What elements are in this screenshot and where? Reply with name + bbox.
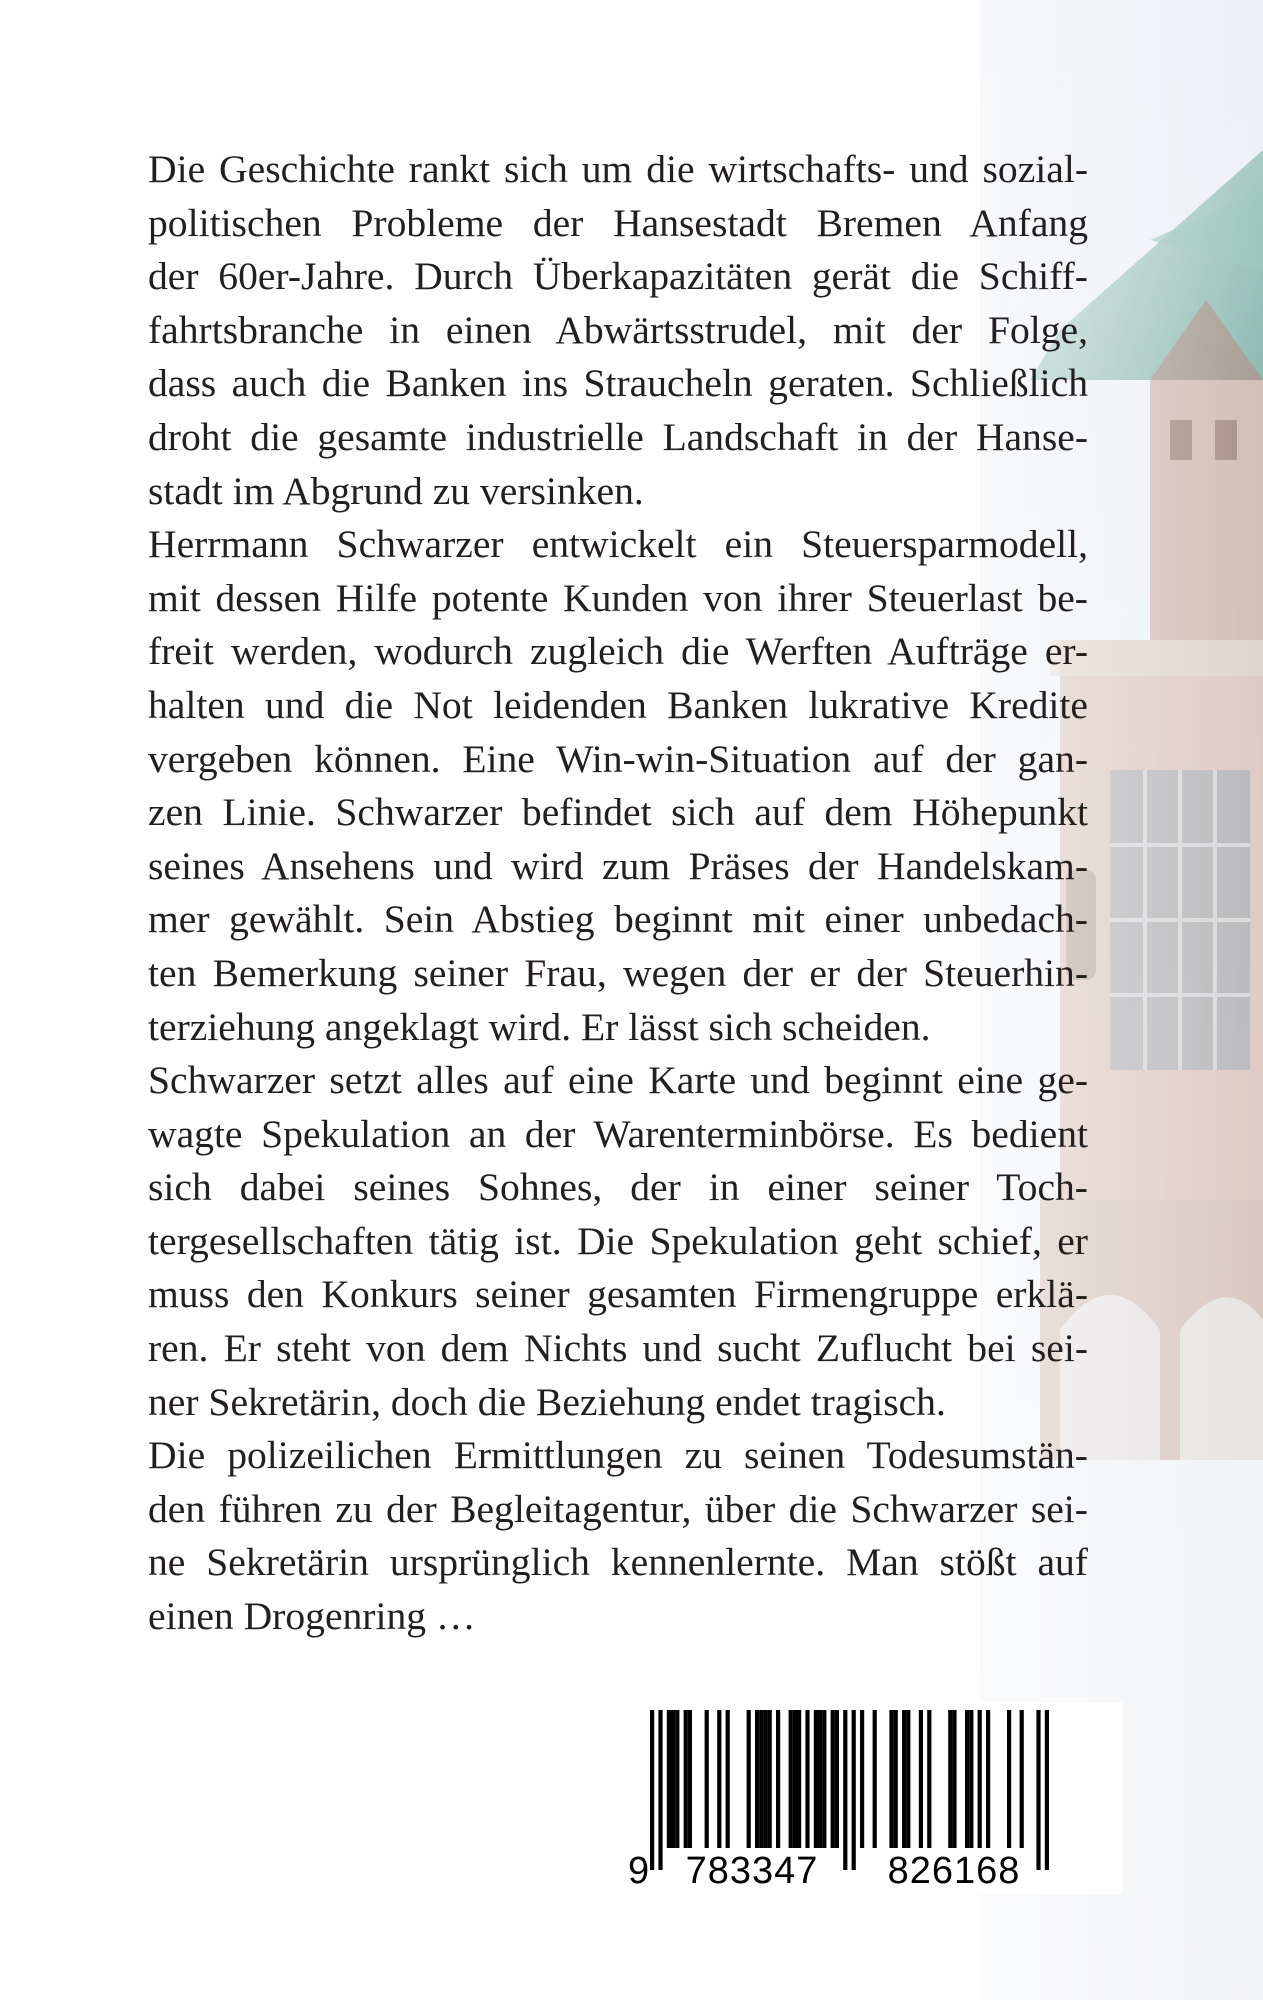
barcode-bar — [822, 1710, 826, 1848]
blurb-line: politischen Probleme der Hansestadt Bremen Anfang — [148, 200, 1088, 245]
blurb-paragraph — [148, 518, 1088, 1054]
barcode-bar — [755, 1710, 759, 1848]
barcode-bar — [658, 1710, 662, 1870]
barcode-bar — [763, 1710, 767, 1848]
blurb-line: vergeben können. Eine Win-win-Situation auf der gan- — [148, 736, 1088, 781]
blurb-line: wagte Spekulation an der Warenterminbörse. Es bedient — [148, 1111, 1088, 1156]
barcode-bar — [952, 1710, 956, 1848]
barcode-bar — [965, 1710, 969, 1848]
blurb-line: tergesellschaften tätig ist. Die Spekulation geht schief, er — [148, 1218, 1088, 1263]
barcode-bar — [969, 1710, 973, 1848]
blurb-line: den führen zu der Begleitagentur, über die Schwarzer sei- — [148, 1486, 1088, 1531]
barcode-digits-right: 826168 — [887, 1850, 1021, 1892]
blurb-line: halten und die Not leidenden Banken lukrative Kredite — [148, 682, 1088, 727]
barcode-bar — [768, 1710, 772, 1848]
barcode-bar — [835, 1710, 839, 1848]
blurb-line: ten Bemerkung seiner Frau, wegen der er der Steuerhin- — [148, 950, 1088, 995]
barcode-bar — [873, 1710, 877, 1848]
barcode-bar — [906, 1710, 910, 1848]
barcode-bar — [1045, 1710, 1049, 1870]
blurb-line: zen Linie. Schwarzer befindet sich auf dem Höhepunkt — [148, 790, 1088, 835]
barcode-bar — [978, 1710, 982, 1848]
isbn-barcode — [616, 1702, 1122, 1894]
blurb-line: einen Drogenring … — [148, 1594, 476, 1639]
back-cover-blurb — [148, 143, 1088, 1644]
barcode-bar — [860, 1710, 864, 1848]
barcode-bar — [776, 1710, 780, 1848]
blurb-paragraph — [148, 1054, 1088, 1429]
blurb-line: ne Sekretärin ursprünglich kennenlernte. Man stößt auf — [148, 1540, 1088, 1585]
blurb-line: Die polizeilichen Ermittlungen zu seinen Todesumstän- — [148, 1433, 1088, 1478]
barcode-bar — [889, 1710, 893, 1848]
barcode-digits-left: 783347 — [685, 1850, 819, 1892]
blurb-line: terziehung angeklagt wird. Er lässt sich scheiden. — [148, 1004, 931, 1049]
blurb-line: sich dabei seines Sohnes, der in einer seiner Toch- — [148, 1165, 1088, 1210]
barcode-bar — [1007, 1710, 1011, 1848]
barcode-bar — [684, 1710, 688, 1848]
blurb-line: mit dessen Hilfe potente Kunden von ihrer Steuerlast be- — [148, 575, 1088, 620]
barcode-bar — [747, 1710, 751, 1848]
blurb-line: ner Sekretärin, doch die Beziehung endet tragisch. — [148, 1379, 946, 1424]
blurb-line: dass auch die Banken ins Straucheln geraten. Schließlich — [148, 361, 1088, 406]
barcode-bar — [852, 1710, 856, 1870]
barcode-bar — [717, 1710, 721, 1848]
barcode-bar — [759, 1710, 763, 1848]
blurb-line: stadt im Abgrund zu versinken. — [148, 468, 644, 513]
barcode-bar — [688, 1710, 692, 1848]
blurb-line: der 60er-Jahre. Durch Überkapazitäten gerät die Schiff- — [148, 254, 1088, 299]
barcode-bar — [831, 1710, 835, 1848]
barcode-bar — [843, 1710, 847, 1870]
blurb-paragraph — [148, 143, 1088, 518]
blurb-line: fahrtsbranche in einen Abwärtsstrudel, mit der Folge, — [148, 307, 1088, 352]
barcode-bar — [705, 1710, 709, 1848]
barcode-bar — [805, 1710, 809, 1848]
barcode-bar — [948, 1710, 952, 1848]
blurb-line: Schwarzer setzt alles auf eine Karte und beginnt eine ge- — [148, 1058, 1088, 1103]
blurb-line: Herrmann Schwarzer entwickelt ein Steuersparmodell, — [148, 522, 1088, 567]
barcode-bar — [793, 1710, 797, 1848]
barcode-bar — [894, 1710, 898, 1848]
barcode-bar — [902, 1710, 906, 1848]
blurb-line: droht die gesamte industrielle Landschaft in der Hanse- — [148, 414, 1088, 459]
barcode-bar — [797, 1710, 801, 1848]
barcode-bar — [927, 1710, 931, 1848]
blurb-paragraph — [148, 1429, 1088, 1643]
blurb-line: freit werden, wodurch zugleich die Werften Aufträge er- — [148, 629, 1088, 674]
barcode-bar — [818, 1710, 822, 1848]
blurb-line: muss den Konkurs seiner gesamten Firmengruppe erklä- — [148, 1272, 1088, 1317]
barcode-bar — [814, 1710, 818, 1848]
barcode-bar — [1020, 1710, 1024, 1848]
barcode-bar — [650, 1710, 654, 1870]
barcode-bar — [726, 1710, 730, 1848]
barcode-bar — [986, 1710, 990, 1848]
barcode-bar — [1036, 1710, 1040, 1870]
blurb-line: Die Geschichte rankt sich um die wirtschafts- und sozial- — [148, 147, 1088, 191]
barcode-bar — [671, 1710, 675, 1848]
blurb-line: mer gewählt. Sein Abstieg beginnt mit einer unbedach- — [148, 897, 1088, 942]
barcode-bars — [616, 1702, 1122, 1894]
barcode-digit-prefix: 9 — [628, 1850, 650, 1892]
barcode-bar — [667, 1710, 671, 1848]
blurb-line: ren. Er steht von dem Nichts und sucht Zuflucht bei sei- — [148, 1326, 1088, 1371]
blurb-line: seines Ansehens und wird zum Präses der Handelskam- — [148, 843, 1088, 888]
barcode-bar — [789, 1710, 793, 1848]
barcode-bar — [675, 1710, 679, 1848]
barcode-bar — [919, 1710, 923, 1848]
